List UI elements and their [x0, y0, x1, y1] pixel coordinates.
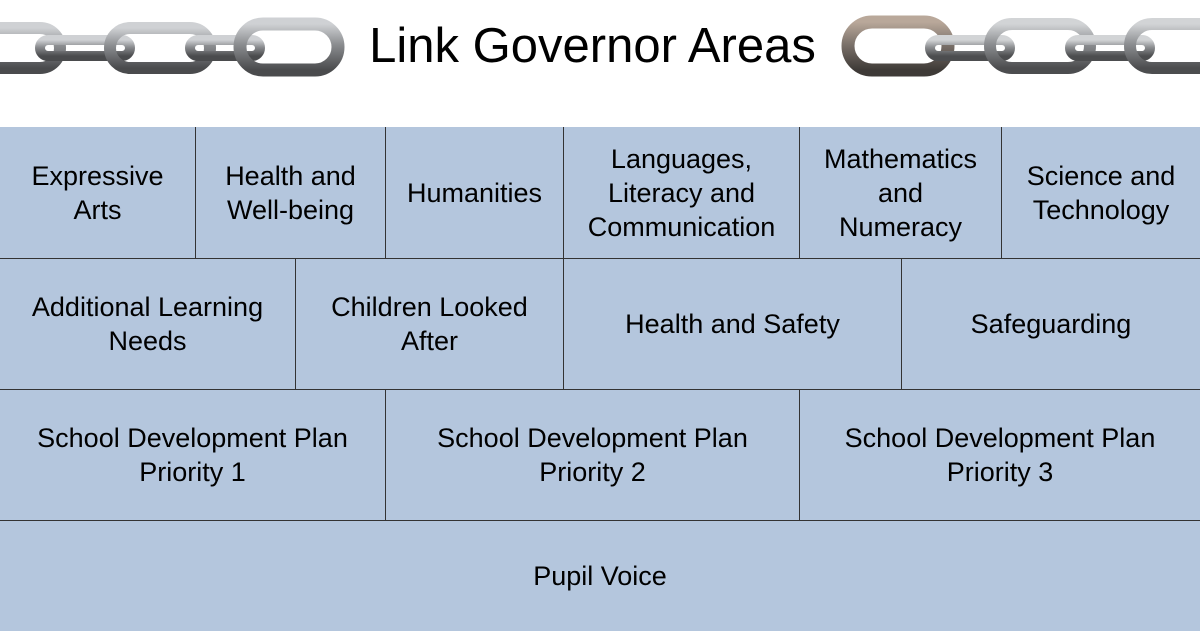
- header: [0, 0, 1200, 100]
- area-children-looked-after: [296, 259, 564, 390]
- chain-link: [1070, 40, 1150, 56]
- area-label-line: Health and Safety: [625, 309, 840, 339]
- area-label-line: Communication: [587, 211, 776, 242]
- area-label-line: Pupil Voice: [533, 561, 667, 591]
- area-label: [1027, 159, 1176, 227]
- area-label: [331, 290, 528, 358]
- area-label-line: Literacy and: [607, 177, 756, 208]
- area-label-line: School Development Plan: [37, 423, 348, 453]
- area-health-and-safety: [564, 259, 902, 390]
- area-humanities: [386, 127, 564, 259]
- area-label-line: Mathematics: [823, 143, 978, 174]
- chain-link: [1130, 24, 1200, 68]
- area-label: [225, 159, 356, 227]
- area-label-line: Science and: [1026, 160, 1176, 191]
- area-label: [533, 559, 667, 593]
- area-label: [37, 421, 348, 489]
- area-label-line: Priority 1: [139, 457, 246, 487]
- area-health-well-being: [196, 127, 386, 259]
- area-label: [31, 159, 163, 227]
- area-label-line: After: [400, 326, 458, 356]
- area-label-line: Additional Learning: [31, 292, 264, 322]
- chain-link: [0, 28, 60, 68]
- page-title: Link Governor Areas: [369, 19, 816, 73]
- area-label-line: School Development Plan: [844, 423, 1156, 453]
- area-label: [845, 421, 1156, 489]
- area-label: [824, 142, 977, 244]
- area-label-line: School Development Plan: [437, 423, 748, 453]
- governor-areas-grid: [0, 127, 1200, 631]
- area-sdp-priority-1: [0, 390, 386, 521]
- area-label: [625, 307, 840, 341]
- area-label-line: Safeguarding: [970, 309, 1132, 339]
- area-label: [971, 307, 1132, 341]
- chain-left-image: [0, 10, 345, 82]
- chain-right-image: [840, 10, 1200, 82]
- area-label-line: Expressive: [31, 160, 164, 191]
- area-label-line: and: [877, 177, 924, 208]
- area-languages-literacy: [564, 127, 800, 259]
- area-label-line: Arts: [73, 194, 122, 225]
- area-label-line: Numeracy: [838, 211, 963, 242]
- area-label: [437, 421, 748, 489]
- area-label-line: Well-being: [226, 194, 355, 225]
- area-label-line: Children Looked: [331, 292, 528, 322]
- area-label-line: Humanities: [406, 177, 543, 208]
- area-safeguarding: [902, 259, 1200, 390]
- chain-link: [240, 24, 338, 70]
- area-sdp-priority-2: [386, 390, 800, 521]
- area-label-line: Needs: [108, 326, 187, 356]
- area-label: [32, 290, 263, 358]
- area-pupil-voice: [0, 521, 1200, 631]
- area-label-line: Health and: [225, 160, 356, 191]
- area-label-line: Technology: [1032, 194, 1170, 225]
- area-mathematics-numeracy: [800, 127, 1002, 259]
- area-label-line: Priority 2: [539, 457, 646, 487]
- area-sdp-priority-3: [800, 390, 1200, 521]
- area-label-line: Priority 3: [946, 457, 1054, 487]
- area-label: [407, 176, 542, 210]
- area-science-technology: [1002, 127, 1200, 259]
- area-expressive-arts: [0, 127, 196, 259]
- area-label-line: Languages,: [610, 143, 753, 174]
- area-additional-learning-needs: [0, 259, 296, 390]
- chain-link: [190, 40, 260, 56]
- area-label: [588, 142, 776, 244]
